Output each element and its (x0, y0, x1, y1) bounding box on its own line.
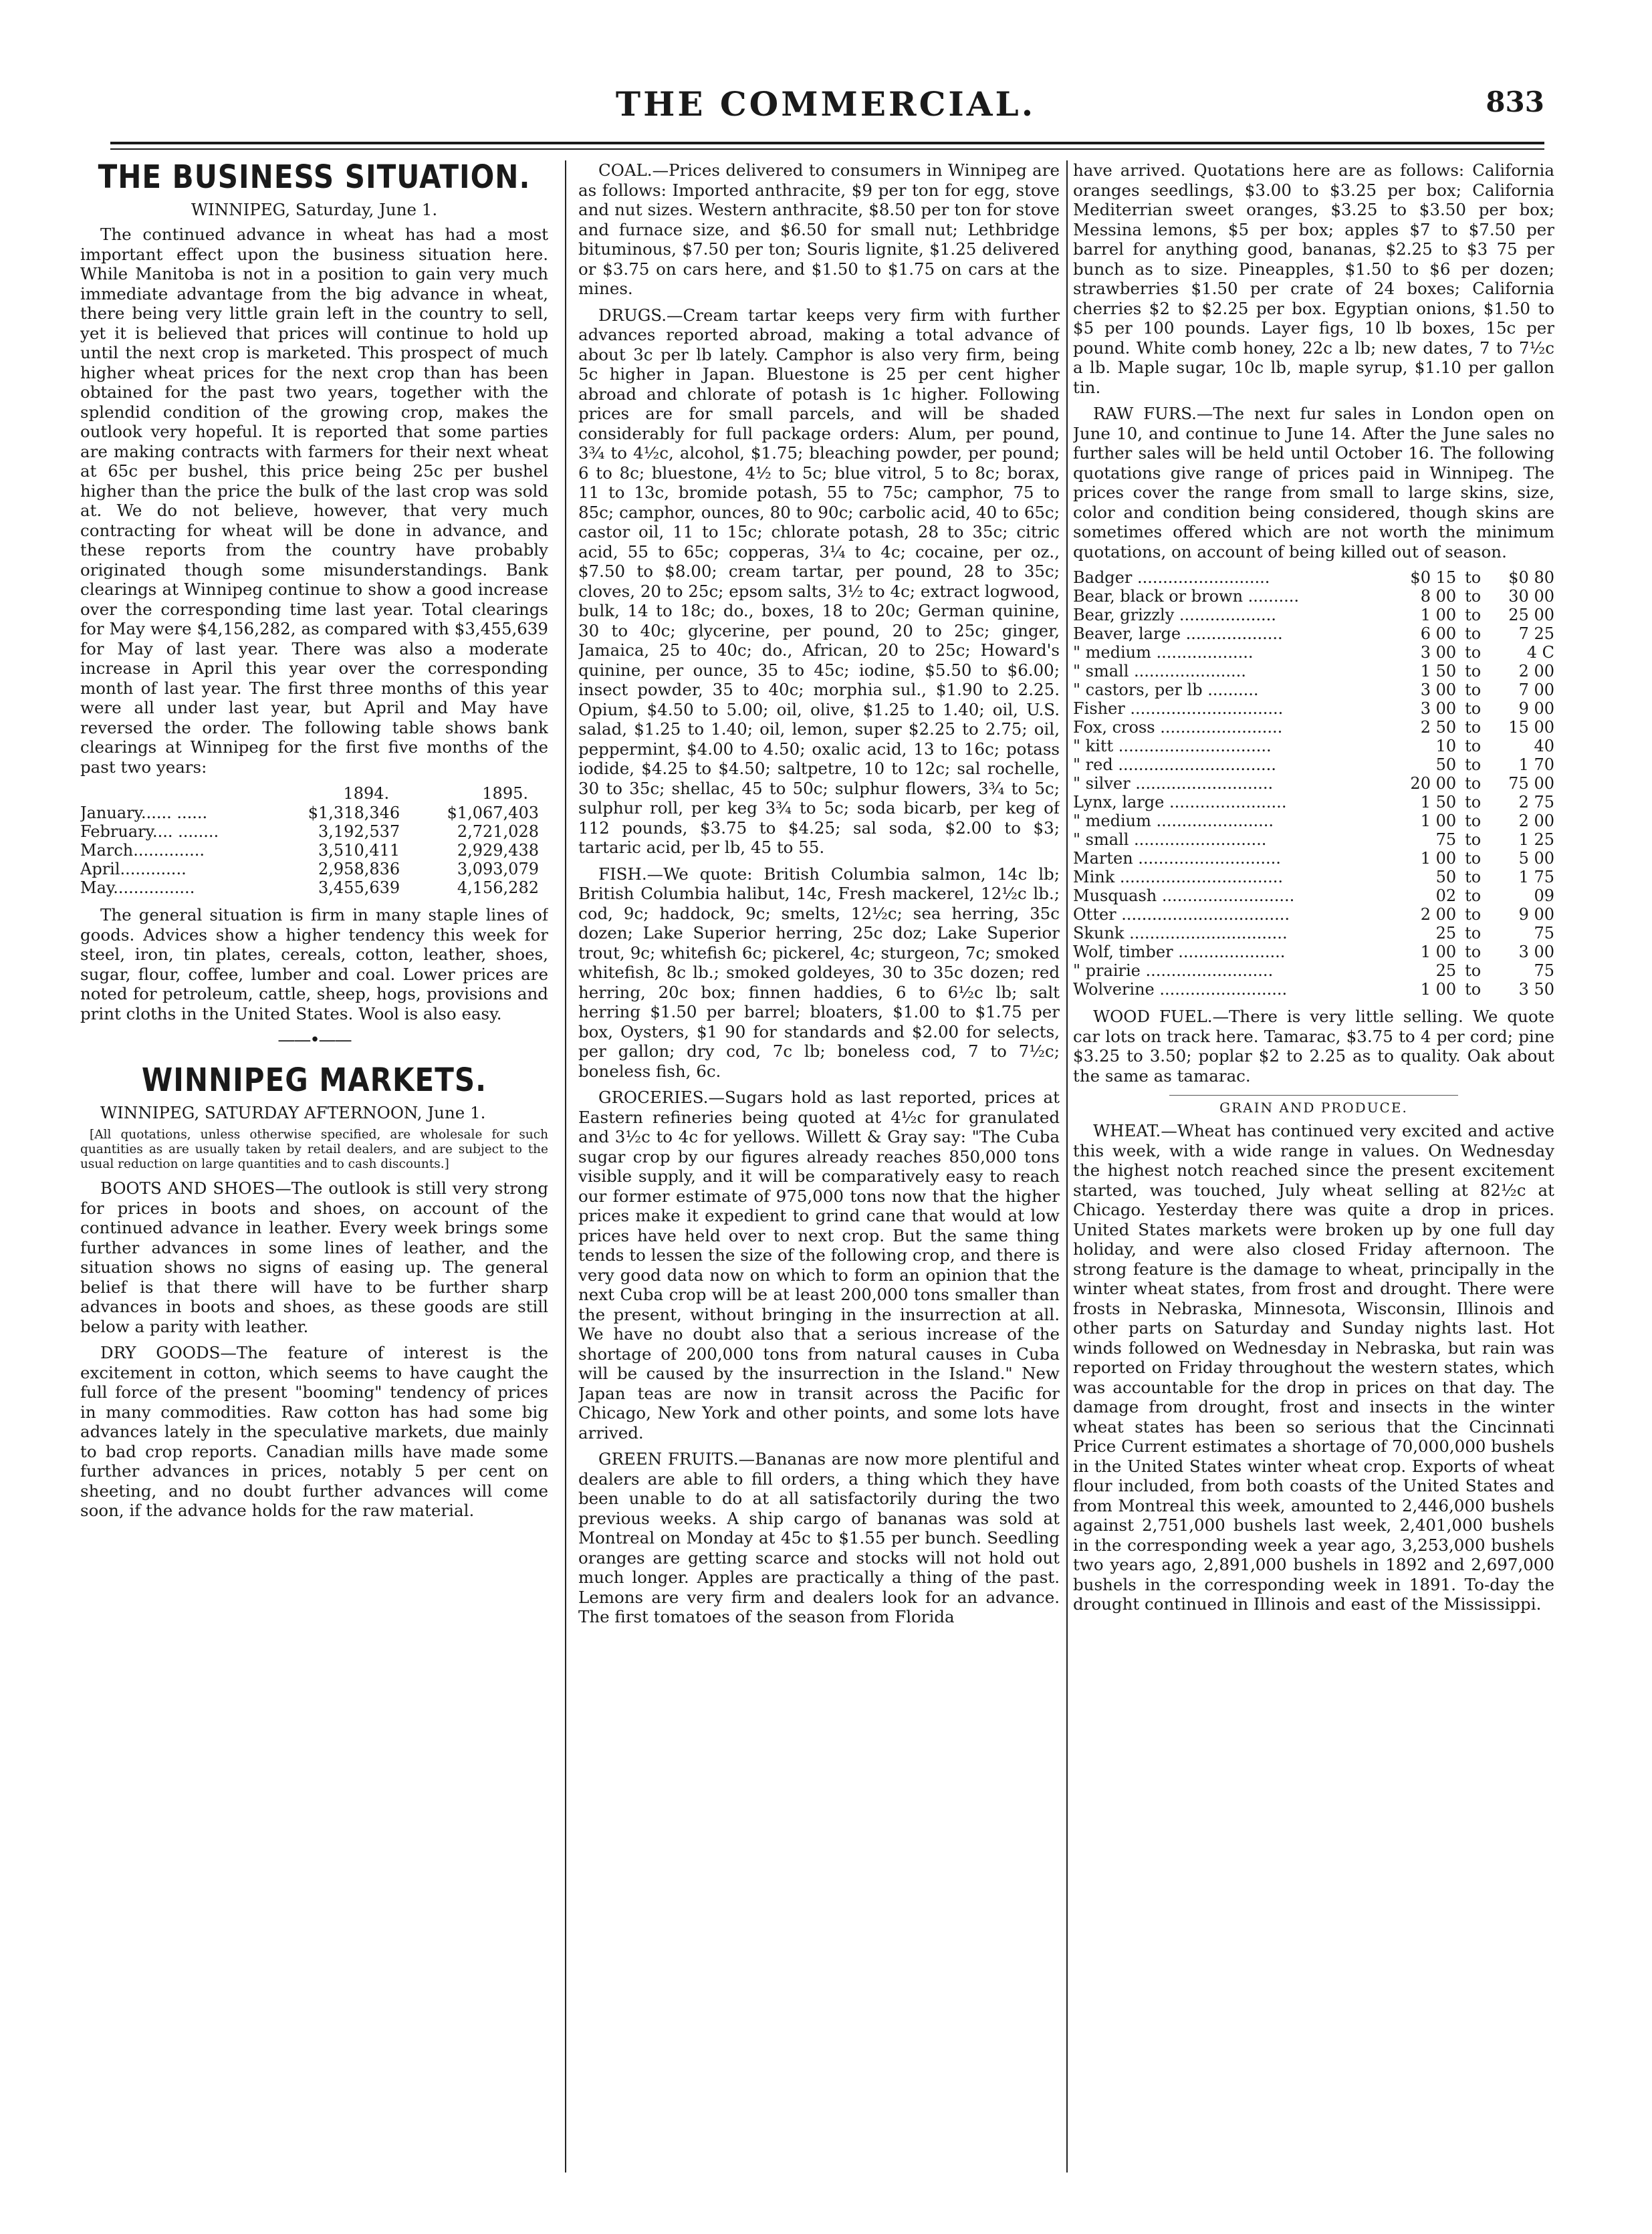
raw-furs-text: —The next fur sales in London open on June 10, and continue to June 14. After the June sales no further sales will be held until October 16. The following quotations give range of prices paid in Winnipeg. The prices cover the range from small to large skins, size, color and condition being considered, though skins are sometimes offered which are not worth the minimum quotations, on account of being killed out of season. (1073, 404, 1554, 562)
boots-shoes-label: BOOTS AND SHOES (100, 1178, 275, 1198)
high-price-cell: 5 00 (1518, 849, 1554, 868)
value-cell: 4,156,282 (457, 878, 539, 897)
high-price-cell: 2 00 (1518, 662, 1554, 680)
fur-name-cell: Wolf, timber ..................... (1073, 943, 1286, 961)
high-price-cell: 25 00 (1508, 606, 1554, 624)
fur-name-cell: " small ...................... (1073, 662, 1246, 680)
table-row (80, 803, 548, 822)
low-price-cell: 25 (1435, 961, 1457, 980)
business-paragraph-1: The continued advance in wheat has had a most important effect upon the business situation here. While Manitoba is not in a position to gain very much immediate advantage from the big advance in wheat, there being very little grain left in the country to sell, yet it is believed that prices will continue to hold up until the next crop is marketed. This prospect of much higher wheat prices for the next crop than has been obtained for the past two years, together with the splendid condition of the growing crop, makes the outlook very hopeful. It is reported that some parties are making contracts with farmers for their next wheat at 65c per bushel, this price being 25c per bushel higher than the price the bulk of the last crop was sold at. We do not believe, however, that very much contracting for wheat will be done in advance, and these reports from the country have probably originated though some misunderstandings. Bank clearings at Winnipeg continue to show a good increase over the corresponding time last year. Total clearings for May were $4,156,282, as compared with $3,455,639 for May of last year. There was also a moderate increase in April this year over the corresponding month of last year. The first three months of this year were all under last year, but April and May have reversed the order. The following table shows bank clearings at Winnipeg for the first five months of the past two years: (80, 225, 548, 777)
column-divider-1 (565, 160, 566, 2173)
fish-text: —We quote: British Columbia salmon, 14c lb; British Columbia halibut, 14c, Fresh mackerel, 12½c lb.; cod, 9c; haddock, 9c; smelts, 12½c; sea herring, 35c dozen; Lake Superior herring, 25c doz; Lake Superior trout, 9c; whitefish 6c; pickerel, 4c; sturgeon, 7c; smoked whitefish, 8c lb.; smoked goldeyes, 30 to 35c dozen; red herring, 20c box; finnen haddies, 6 to 6½c lb; salt herring $1.50 per barrel; bloaters, $1.00 to $1.75 per box, Oysters, $1 90 for standards and $2.00 for selects, per gallon; dry cod, 7c lb; boneless cod, 7 to 7½c; boneless fish, 6c. (578, 864, 1060, 1081)
to-cell: to (1465, 886, 1482, 905)
to-cell: to (1465, 793, 1482, 812)
value-cell: 2,958,836 (318, 860, 400, 878)
to-cell: to (1465, 568, 1482, 587)
month-cell: May................ (80, 878, 195, 897)
month-cell: April............. (80, 860, 187, 878)
fur-name-cell: Fisher .............................. (1073, 699, 1284, 718)
low-price-cell: 1 00 (1420, 980, 1457, 999)
column-divider-2 (1066, 160, 1068, 2173)
table-row (1073, 943, 1554, 961)
table-row (1073, 662, 1554, 680)
page-number: 833 (1486, 86, 1544, 118)
value-cell: 3,192,537 (318, 822, 400, 841)
masthead (107, 79, 1544, 132)
table-header-row (80, 783, 548, 803)
column-2 (578, 160, 1060, 2179)
to-cell: to (1465, 624, 1482, 643)
table-row (80, 822, 548, 841)
fur-name-cell: Mink ................................ (1073, 868, 1284, 886)
table-row (1073, 961, 1554, 980)
bank-clearings-table (80, 783, 548, 897)
table-row (1073, 886, 1554, 905)
low-price-cell: 50 (1435, 868, 1457, 886)
dry-goods-text: —The feature of interest is the excitement in cotton, which seems to have caught the full force of the present "booming" tendency of prices in many commodities. Raw cotton has had some big advances lately in the speculative markets, due mainly to bad crop reports. Canadian mills have made some further advances in prices, notably 5 per cent on sheeting, and no doubt further advances will come soon, if the advance holds for the raw material. (80, 1343, 548, 1520)
table-row (1073, 680, 1554, 699)
fur-name-cell: Skunk ............................... (1073, 924, 1288, 943)
to-cell: to (1465, 849, 1482, 868)
table-row (1073, 793, 1554, 812)
to-cell: to (1465, 868, 1482, 886)
column-1 (80, 160, 548, 2179)
low-price-cell: 50 (1435, 755, 1457, 774)
fur-name-cell: Musquash .......................... (1073, 886, 1295, 905)
table-row (1073, 905, 1554, 924)
table-row (1073, 849, 1554, 868)
fish-label: FISH. (598, 864, 647, 884)
table-header-cell (80, 783, 270, 803)
high-price-cell: 7 25 (1518, 624, 1554, 643)
fur-name-cell: " silver ........................... (1073, 774, 1274, 793)
fur-name-cell: Fox, cross ........................ (1073, 718, 1283, 737)
boots-shoes-text: —The outlook is still very strong for prices in boots and shoes, on account of the continued advance in leather. Every week brings some further advances in some lines of leather, and the situation shows no signs of easing up. The general belief is that there will have to be further sharp advances in boots and shoes, as these goods are still below a parity with leather. (80, 1178, 548, 1336)
coal-paragraph (578, 160, 1060, 299)
dateline: WINNIPEG, Saturday, June 1. (191, 200, 438, 219)
table-row (1073, 830, 1554, 849)
table-row (1073, 606, 1554, 624)
high-price-cell: 2 00 (1518, 812, 1554, 830)
table-header-cell: 1895. (482, 784, 528, 803)
fur-name-cell: Otter ................................. (1073, 905, 1290, 924)
value-cell: 3,510,411 (318, 841, 400, 860)
dry-goods-label: DRY GOODS (100, 1343, 221, 1362)
month-cell: January...... ...... (80, 803, 208, 822)
green-fruits-label: GREEN FRUITS. (598, 1449, 739, 1469)
table-row (80, 860, 548, 878)
table-row (1073, 624, 1554, 643)
to-cell: to (1465, 737, 1482, 755)
grain-produce-subhead: GRAIN AND PRODUCE. (1169, 1095, 1458, 1116)
table-header-cell: 1894. (343, 784, 390, 803)
to-cell: to (1465, 587, 1482, 606)
high-price-cell: $0 80 (1508, 568, 1554, 587)
table-row (1073, 718, 1554, 737)
high-price-cell: 30 00 (1508, 587, 1554, 606)
business-paragraph-2: The general situation is firm in many staple lines of goods. Advices show a higher tendency this week for steel, iron, tin plates, cereals, cotton, leather, shoes, sugar, flour, coffee, lumber and coal. Lower prices are noted for petroleum, cattle, sheep, hogs, provisions and print cloths in the United States. Wool is also easy. (80, 905, 548, 1023)
low-price-cell: 3 00 (1420, 643, 1457, 662)
low-price-cell: 1 50 (1420, 662, 1457, 680)
value-cell: $1,318,346 (308, 803, 400, 822)
low-price-cell: 75 (1435, 830, 1457, 849)
low-price-cell: 2 00 (1420, 905, 1457, 924)
low-price-cell: 1 50 (1420, 793, 1457, 812)
low-price-cell: 1 00 (1420, 849, 1457, 868)
to-cell: to (1465, 980, 1482, 999)
drugs-text: —Cream tartar keeps very firm with further advances reported abroad, making a total advance of about 3c per lb lately. Camphor is also very firm, being 5c higher in Japan. Bluestone is 25 per cent higher abroad and chlorate of potash is 1c higher. Following prices are for small parcels, and will be shaded considerably for full package orders: Alum, per pound, 3¾ to 4½c, alcohol, $1.75; bleaching powder, per pound; 6 to 8c; bluestone, 4½ to 5c; blue vitrol, 5 to 8c; borax, 11 to 13c, bromide potash, 55 to 75c; camphor, 75 to 85c; camphor, ounces, 80 to 90c; carbolic acid, 40 to 65c; castor oil, 11 to 15c; chlorate potash, 28 to 35c; citric acid, 55 to 65c; copperas, 3¼ to 4c; cocaine, per oz., $7.50 to $8.00; cream tartar, per pound, 28 to 35c; cloves, 20 to 25c; epsom salts, 3½ to 4c; extract logwood, bulk, 14 to 18c; do., boxes, 18 to 20c; German quinine, 30 to 40c; glycerine, per pound, 20 to 25c; ginger, Jamaica, 25 to 40c; do., African, 20 to 25c; Howard's quinine, per ounce, 35 to 45c; iodine, $5.50 to $6.00; insect powder, 35 to 40c; morphia sul., $1.90 to 2.25. Opium, $4.50 to 5.00; oil, olive, $1.25 to 1.40; oil, U.S. salad, $1.25 to 1.40; oil, lemon, super $2.25 to 2.75; oil, peppermint, $4.00 to 4.50; oxalic acid, 13 to 16c; potass iodide, $4.25 to $4.50; saltpetre, 10 to 12c; sal rochelle, 30 to 35c; shellac, 45 to 50c; sulphur flowers, 3¾ to 5c; sulphur roll, per keg 3¾ to 5c; soda bicarb, per keg of 112 pounds, $3.75 to $4.25; sal soda, $2.00 to $3; tartaric acid, per lb, 45 to 55. (578, 305, 1060, 857)
quotations-note: [All quotations, unless otherwise specified, are wholesale for such quantities as are usually taken by retail dealers, and are subject to the usual reduction on large quantities and to cash discounts.] (80, 1128, 548, 1171)
table-row (1073, 755, 1554, 774)
value-cell: $1,067,403 (447, 803, 539, 822)
groceries-text: —Sugars hold as last reported, prices at Eastern refineries being quoted at 4½c for granulated and 3½c to 4c for yellows. Willett & Gray say: "The Cuba sugar crop by our figures already reaches 850,000 tons visible supply, and it will be comparatively easy to reach our former estimate of 975,000 tons now that the higher prices make it expedient to grind cane that would at low prices have held over to next crop. But the same thing tends to lessen the size of the following crop, and there is very good data now on which to form an opinion that the next Cuba crop will be at least 200,000 tons smaller than the present, without bringing in the insurrection at all. We have no doubt also that a serious increase of the shortage of 200,000 tons from natural causes in Cuba will be caused by the insurrection in the Island." New Japan teas are now in transit across the Pacific for Chicago, New York and other points, and some lots have arrived. (578, 1088, 1060, 1443)
low-price-cell: 3 00 (1420, 680, 1457, 699)
to-cell: to (1465, 812, 1482, 830)
groceries-label: GROCERIES. (598, 1088, 709, 1107)
wheat-text: —Wheat has continued very excited and active this week, with a wide range in values. On Wednesday the highest notch reached since the present excitement started, was touched, July wheat selling at 82½c at Chicago. Yesterday there was quite a drop in prices. United States markets were broken up by one full day holiday, and were also closed Friday afternoon. The strong feature is the damage to wheat, principally in the winter wheat states, from frost and drought. There were frosts in Nebraska, Minnesota, Wisconsin, Illinois and other parts on Saturday and Sunday nights last. Hot winds followed on Wednesday in Nebraska, but rain was reported on Friday throughout the western states, which was accountable for the drop in prices on that day. The damage from drought, frost and insects in the winter wheat states has been so serious that the Cincinnati Price Current estimates a shortage of 70,000,000 bushels in the United States winter wheat crop. Exports of wheat flour included, from both coasts of the United States and from Montreal this week, amounted to 2,446,000 bushels against 2,751,000 bushels last week, 2,401,000 bushels in the corresponding week a year ago, 3,253,000 bushels two years ago, 2,891,000 bushels in 1892 and 2,697,000 bushels in the corresponding week in 1891. To-day the drought continued in Illinois and east of the Mississippi. (1073, 1121, 1554, 1614)
fruit-continued-paragraph: have arrived. Quotations here are as follows: California oranges seedlings, $3.00 to $3.25 per box; California Mediterrian sweet oranges, $3.25 to $3.50 per box; Messina lemons, $5 per box; apples $7 to $7.50 per barrel for anything good, bananas, $2.25 to $3 75 per bunch as to size. Pineapples, $1.50 to $6 per dozen; strawberries $1.50 per crate of 24 boxes; California cherries $2 to $2.25 per box. Egyptian onions, $1.50 to $5 per 100 pounds. Layer figs, 10 lb boxes, 15c per pound. White comb honey, 22c a lb; new dates, 7 to 7½c a lb. Maple sugar, 10c lb, maple syrup, $1.10 per gallon tin. (1073, 160, 1554, 397)
high-price-cell: 75 (1534, 924, 1554, 943)
high-price-cell: 4 C (1526, 643, 1554, 662)
month-cell: February.... ........ (80, 822, 219, 841)
low-price-cell: 20 00 (1410, 774, 1457, 793)
value-cell: 2,929,438 (457, 841, 539, 860)
high-price-cell: 1 70 (1518, 755, 1554, 774)
high-price-cell: 7 00 (1518, 680, 1554, 699)
to-cell: to (1465, 943, 1482, 961)
winnipeg-markets-heading: WINNIPEG MARKETS. (141, 1061, 487, 1099)
groceries-paragraph (578, 1088, 1060, 1443)
low-price-cell: 3 00 (1420, 699, 1457, 718)
table-row (1073, 868, 1554, 886)
wood-fuel-text: —There is very little selling. We quote car lots on track here. Tamarac, $3.75 to 4 per cord; pine $3.25 to 3.50; poplar $2 to 2.25 as to quality. Oak about the same as tamarac. (1073, 1007, 1554, 1086)
header-rule-thick (110, 142, 1544, 144)
raw-furs-paragraph (1073, 404, 1554, 562)
month-cell: March.............. (80, 841, 205, 860)
fur-name-cell: Wolverine ......................... (1073, 980, 1288, 999)
table-row (80, 878, 548, 897)
to-cell: to (1465, 718, 1482, 737)
markets-dateline: WINNIPEG, SATURDAY AFTERNOON, June 1. (100, 1103, 486, 1122)
fur-name-cell: " medium ................... (1073, 643, 1254, 662)
table-row (1073, 587, 1554, 606)
fur-name-cell: " small .......................... (1073, 830, 1267, 849)
fur-prices-table (1073, 568, 1554, 999)
high-price-cell: 75 (1534, 961, 1554, 980)
drugs-label: DRUGS. (598, 305, 667, 325)
to-cell: to (1465, 606, 1482, 624)
value-cell: 3,455,639 (318, 878, 400, 897)
table-row (1073, 643, 1554, 662)
fur-name-cell: " kitt .............................. (1073, 737, 1272, 755)
wheat-paragraph (1073, 1121, 1554, 1614)
fur-name-cell: Badger .......................... (1073, 568, 1270, 587)
table-row (1073, 812, 1554, 830)
dry-goods-paragraph (80, 1343, 548, 1521)
high-price-cell: 2 75 (1518, 793, 1554, 812)
high-price-cell: 40 (1534, 737, 1554, 755)
newspaper-title: THE COMMERCIAL. (615, 84, 1036, 124)
fur-name-cell: Lynx, large ....................... (1073, 793, 1287, 812)
fur-name-cell: " medium ....................... (1073, 812, 1274, 830)
green-fruits-paragraph (578, 1449, 1060, 1627)
to-cell: to (1465, 643, 1482, 662)
low-price-cell: 10 (1435, 737, 1457, 755)
low-price-cell: 02 (1435, 886, 1457, 905)
section-ornament: ——•—— (277, 1030, 351, 1050)
high-price-cell: 9 00 (1518, 699, 1554, 718)
to-cell: to (1465, 755, 1482, 774)
value-cell: 3,093,079 (457, 860, 539, 878)
high-price-cell: 3 50 (1518, 980, 1554, 999)
boots-shoes-paragraph (80, 1178, 548, 1336)
fur-name-cell: " prairie ......................... (1073, 961, 1274, 980)
wood-fuel-paragraph (1073, 1007, 1554, 1086)
high-price-cell: 15 00 (1508, 718, 1554, 737)
low-price-cell: 1 00 (1420, 606, 1457, 624)
high-price-cell: 9 00 (1518, 905, 1554, 924)
low-price-cell: 1 00 (1420, 943, 1457, 961)
to-cell: to (1465, 774, 1482, 793)
table-row (1073, 774, 1554, 793)
fur-name-cell: " red ............................... (1073, 755, 1276, 774)
low-price-cell: 2 50 (1420, 718, 1457, 737)
to-cell: to (1465, 905, 1482, 924)
low-price-cell: 6 00 (1420, 624, 1457, 643)
high-price-cell: 3 00 (1518, 943, 1554, 961)
wheat-label: WHEAT. (1093, 1121, 1161, 1140)
high-price-cell: 1 25 (1518, 830, 1554, 849)
fur-name-cell: " castors, per lb .......... (1073, 680, 1259, 699)
fur-name-cell: Bear, grizzly ................... (1073, 606, 1276, 624)
coal-text: —Prices delivered to consumers in Winnipeg are as follows: Imported anthracite, $9 per ton for egg, stove and nut sizes. Western anthracite, $8.50 per ton for stove and furnace size, and $6.50 for small nut; Lethbridge bituminous, $7.50 per ton; Souris lignite, $1.25 delivered or $3.75 on cars here, and $1.50 to $1.75 on cars at the mines. (578, 160, 1060, 298)
coal-label: COAL. (598, 160, 653, 180)
high-price-cell: 1 75 (1518, 868, 1554, 886)
table-row (80, 841, 548, 860)
to-cell: to (1465, 680, 1482, 699)
raw-furs-label: RAW FURS. (1093, 404, 1197, 423)
low-price-cell: 8 00 (1420, 587, 1457, 606)
header-rule-thin (110, 148, 1544, 150)
to-cell: to (1465, 662, 1482, 680)
business-situation-heading: THE BUSINESS SITUATION. (98, 160, 531, 196)
high-price-cell: 09 (1534, 886, 1554, 905)
to-cell: to (1465, 924, 1482, 943)
table-row (1073, 699, 1554, 718)
low-price-cell: 25 (1435, 924, 1457, 943)
column-3 (1073, 160, 1554, 2179)
fish-paragraph (578, 864, 1060, 1082)
to-cell: to (1465, 830, 1482, 849)
wood-fuel-label: WOOD FUEL. (1093, 1007, 1213, 1026)
table-row (1073, 568, 1554, 587)
fur-name-cell: Bear, black or brown .......... (1073, 587, 1299, 606)
table-row (1073, 924, 1554, 943)
drugs-paragraph (578, 305, 1060, 858)
fur-name-cell: Marten ............................ (1073, 849, 1281, 868)
green-fruits-text: —Bananas are now more plentiful and dealers are able to fill orders, a thing which they have been unable to do at all satisfactorily during the two previous weeks. A ship cargo of bananas was sold at Montreal on Monday at 45c to $1.55 per bunch. Seedling oranges are getting scarce and stocks will not hold out much longer. Apples are practically a thing of the past. Lemons are very firm and dealers look for an advance. The first tomatoes of the season from Florida (578, 1449, 1060, 1626)
to-cell: to (1465, 961, 1482, 980)
value-cell: 2,721,028 (457, 822, 539, 841)
table-row (1073, 980, 1554, 999)
low-price-cell: 1 00 (1420, 812, 1457, 830)
low-price-cell: $0 15 (1410, 568, 1457, 587)
table-row (1073, 737, 1554, 755)
high-price-cell: 75 00 (1508, 774, 1554, 793)
to-cell: to (1465, 699, 1482, 718)
fur-name-cell: Beaver, large ................... (1073, 624, 1283, 643)
